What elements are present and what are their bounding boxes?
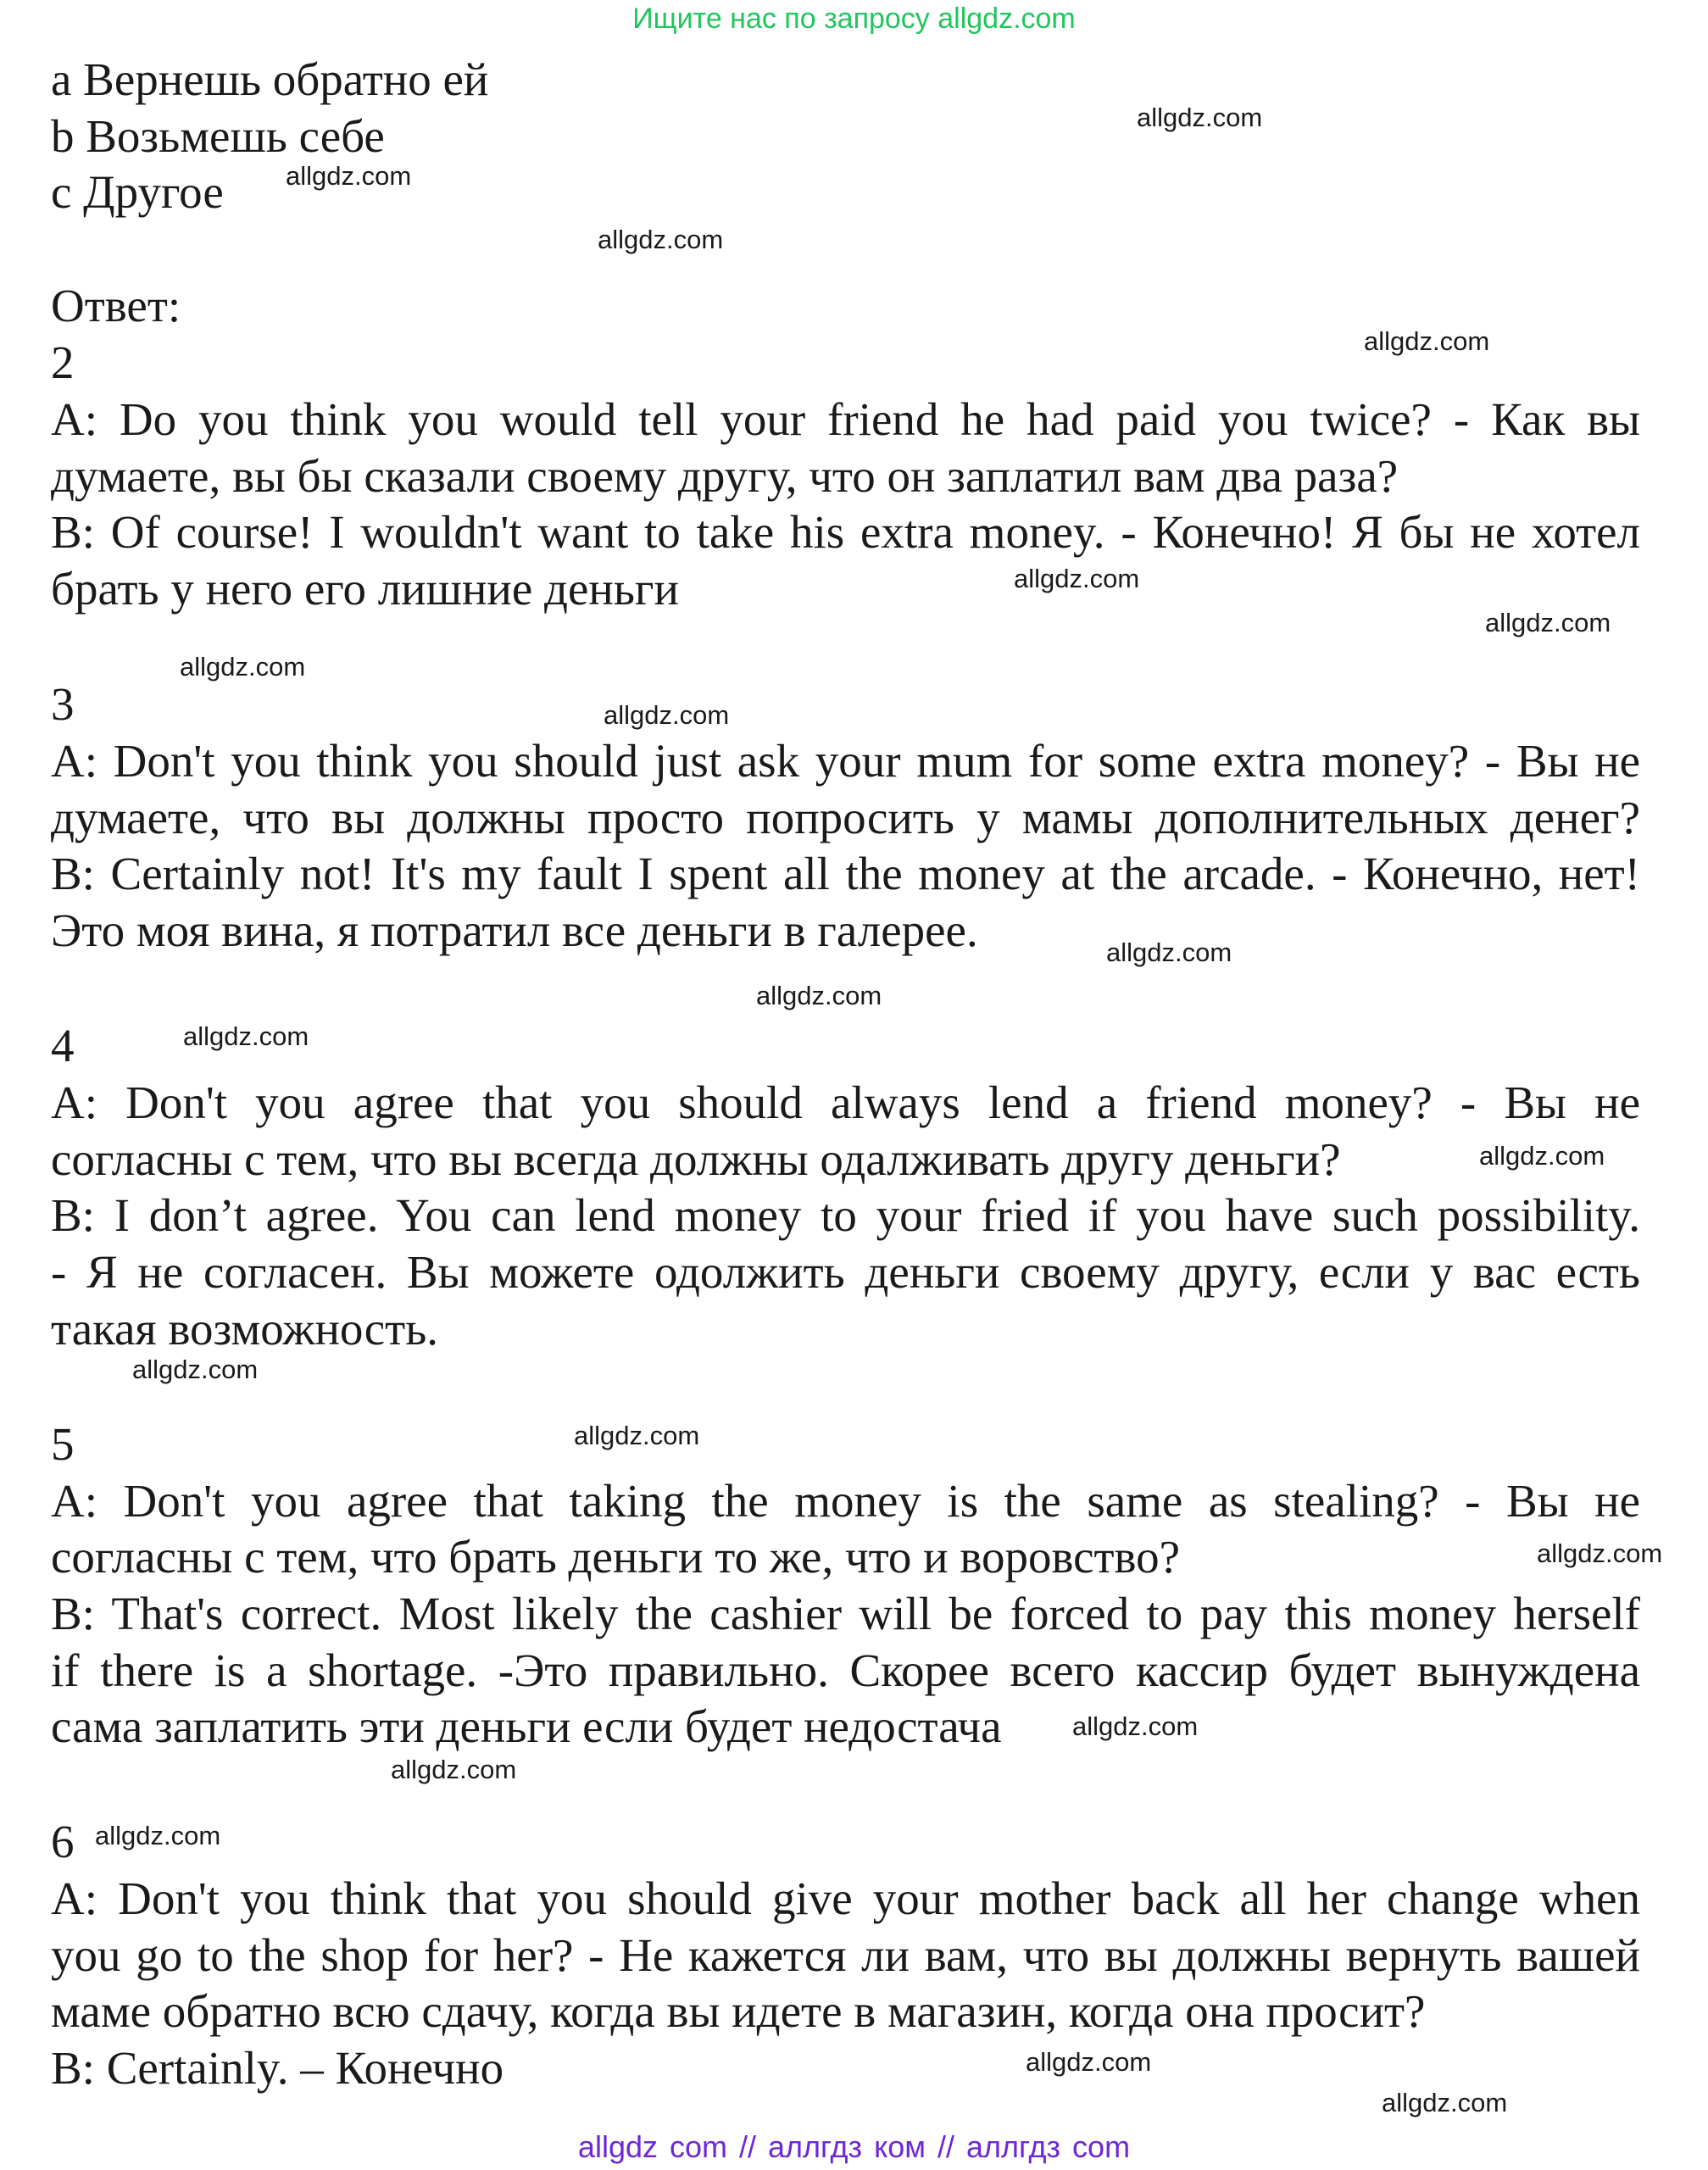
- section-6-line-1: A: Don't you think that you should give your mother back all her change when: [51, 1872, 1640, 1924]
- watermark: allgdz.com: [1072, 1711, 1199, 1741]
- watermark: allgdz.com: [1106, 938, 1232, 967]
- watermark: allgdz.com: [1537, 1538, 1663, 1568]
- section-4-line-2: согласны с тем, что вы всегда должны одалживать другу деньги?: [51, 1133, 1341, 1185]
- section-2-line-1: A: Do you think you would tell your friend he had paid you twice? - Как вы: [51, 393, 1640, 445]
- section-4-line-4: - Я не согласен. Вы можете одолжить деньги своему другу, если у вас есть: [51, 1246, 1640, 1298]
- watermark: allgdz.com: [598, 225, 724, 254]
- section-6-line-2: you go to the shop for her? - Не кажется ли вам, что вы должны вернуть вашей: [51, 1929, 1640, 1981]
- option-a: a Вернешь обратно ей: [51, 53, 489, 105]
- section-3-line-4: Это моя вина, я потратил все деньги в галерее.: [51, 904, 978, 956]
- section-2-line-3: B: Of course! I wouldn't want to take his extra money. - Конечно! Я бы не хотел: [51, 506, 1640, 558]
- section-2-line-4: брать у него его лишние деньги: [51, 563, 679, 615]
- watermark: allgdz.com: [574, 1421, 700, 1450]
- section-4-line-1: A: Don't you agree that you should always lend a friend money? - Вы не: [51, 1077, 1640, 1128]
- watermark: allgdz.com: [1137, 103, 1263, 132]
- section-5-line-2: согласны с тем, что брать деньги то же, что и воровство?: [51, 1531, 1181, 1583]
- watermark: allgdz.com: [391, 1755, 517, 1784]
- watermark: allgdz.com: [183, 1021, 309, 1051]
- section-5-line-1: A: Don't you agree that taking the money is the same as stealing? - Вы не: [51, 1475, 1640, 1527]
- section-6-number: 6: [51, 1816, 75, 1867]
- watermark: allgdz.com: [1479, 1141, 1605, 1171]
- watermark: allgdz.com: [1382, 2088, 1508, 2117]
- section-5-line-5: сама заплатить эти деньги если будет недостача: [51, 1700, 1002, 1752]
- section-3-line-3: B: Certainly not! It's my fault I spent all the money at the arcade. - Конечно, нет!: [51, 848, 1640, 899]
- section-2-number: 2: [51, 337, 75, 388]
- watermark: allgdz.com: [604, 700, 730, 730]
- answer-label: Ответ:: [51, 280, 181, 331]
- watermark: allgdz.com: [1364, 326, 1490, 356]
- watermark: allgdz.com: [286, 161, 412, 191]
- watermark: allgdz.com: [1014, 564, 1140, 593]
- watermark: allgdz.com: [95, 1821, 221, 1850]
- section-6-line-3: маме обратно всю сдачу, когда вы идете в магазин, когда она просит?: [51, 1985, 1426, 2037]
- section-4-line-3: B: I don’t agree. You can lend money to your fried if you have such possibility.: [51, 1189, 1640, 1241]
- watermark: allgdz.com: [1026, 2047, 1152, 2077]
- watermark: allgdz.com: [132, 1355, 259, 1384]
- section-3-number: 3: [51, 678, 75, 730]
- section-5-number: 5: [51, 1418, 75, 1470]
- section-5-line-3: B: That's correct. Most likely the cashier will be forced to pay this money herself: [51, 1588, 1640, 1639]
- option-c: c Другое: [51, 166, 224, 218]
- section-2-line-2: думаете, вы бы сказали своему другу, что он заплатил вам два раза?: [51, 450, 1399, 502]
- watermark: allgdz.com: [756, 981, 882, 1010]
- watermark: allgdz.com: [1485, 608, 1611, 637]
- top-banner: Ищите нас по запросу allgdz.com: [632, 3, 1076, 35]
- section-5-line-4: if there is a shortage. -Это правильно. Скорее всего кассир будет вынуждена: [51, 1644, 1640, 1696]
- watermark: allgdz.com: [180, 652, 306, 682]
- section-4-number: 4: [51, 1020, 75, 1071]
- section-6-line-4: B: Certainly. – Конечно: [51, 2042, 504, 2094]
- footer-banner: allgdz com // аллгдз ком // аллгдз com: [577, 2129, 1131, 2164]
- option-b: b Возьмешь себе: [51, 110, 385, 162]
- section-4-line-5: такая возможность.: [51, 1303, 439, 1355]
- section-3-line-2: думаете, что вы должны просто попросить у мамы дополнительных денег?: [51, 792, 1640, 843]
- section-3-line-1: A: Don't you think you should just ask your mum for some extra money? - Вы не: [51, 735, 1640, 787]
